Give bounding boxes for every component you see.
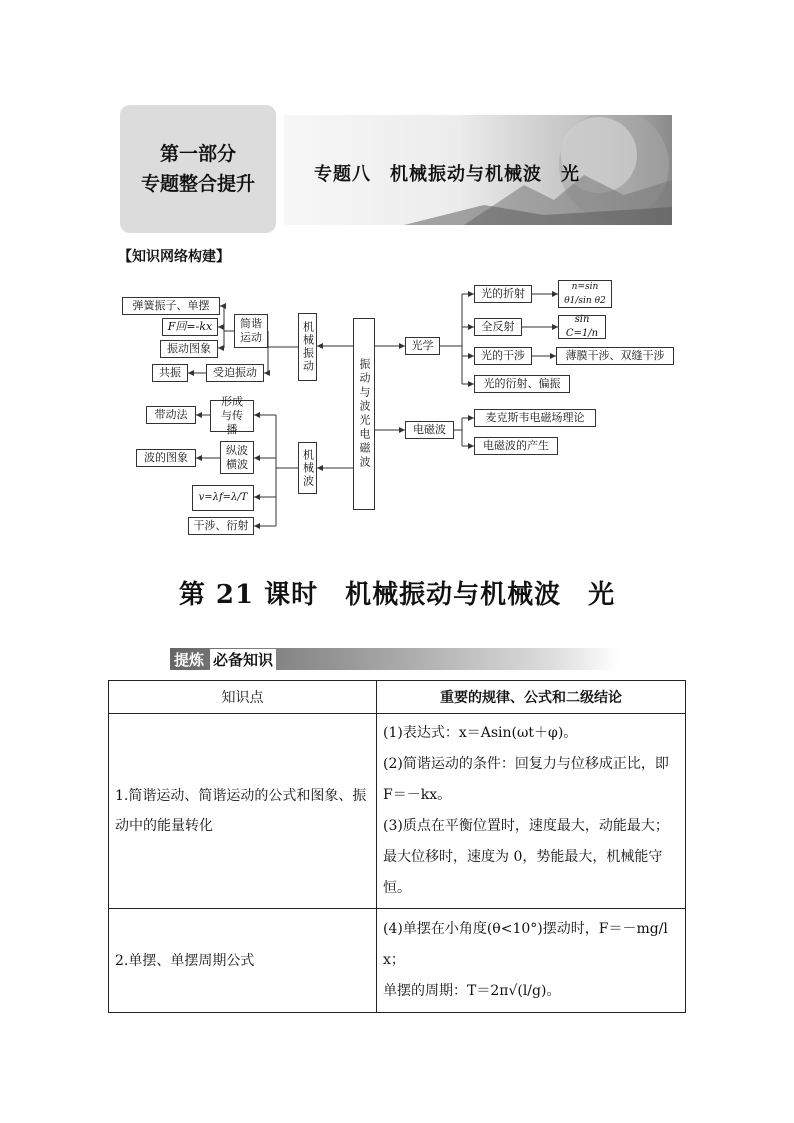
lesson-title: 第 21 课时 机械振动与机械波 光 [178, 580, 616, 610]
node-maxwell-label: 麦克斯韦电磁场理论 [485, 411, 585, 424]
branch-mech-vib-label: 机械振动 [301, 321, 315, 373]
node-diffr-polar [474, 375, 570, 393]
branch-optics-label: 光学 [411, 339, 434, 352]
rule-item: (1)表达式：x＝Asin(ωt＋φ)。 [383, 725, 578, 741]
node-refraction-formula [558, 280, 612, 308]
node-restoring-force-label: F回=-kx [167, 320, 213, 333]
node-shm-label: 简谐运动 [240, 317, 262, 344]
rule-item: (3)质点在平衡位置时，速度最大，动能最大；最大位移时，速度为 0，势能最大，机械能守恒。 [383, 818, 669, 896]
node-maxwell [474, 409, 596, 427]
node-total-reflection-formula [558, 315, 606, 339]
node-form-propagate [210, 395, 254, 436]
mindmap-center [353, 318, 375, 510]
rule-item: 单摆的周期：T＝2π√(l/g)。 [383, 983, 561, 999]
node-film-double-slit-label: 薄膜干涉、双缝干涉 [565, 349, 665, 362]
node-total-reflection [474, 318, 522, 336]
node-vib-graph-label: 振动图象 [167, 342, 211, 355]
node-refraction-formula-label: n=sin θ1/sin θ2 [564, 282, 606, 306]
branch-mech-wave-label: 机械波 [301, 448, 315, 488]
node-vib-graph [160, 340, 218, 358]
topic-title: 专题八 机械振动与机械波 光 [314, 164, 580, 185]
table-row [109, 909, 686, 1013]
node-spring-pendulum-label: 弹簧振子、单摆 [132, 299, 210, 312]
essentials-part2: 必备知识 [210, 649, 276, 670]
table-header-rules: 重要的规律、公式和二级结论 [377, 681, 686, 714]
node-film-double-slit [556, 347, 674, 365]
table-cell-rules [377, 909, 686, 1013]
rule-item: (4)单摆在小角度(θ<10°)摆动时，F＝－mg/l x； [383, 921, 668, 968]
node-interf-diffr-label: 干涉、衍射 [193, 519, 249, 532]
node-drive-method [146, 406, 196, 424]
node-total-reflection-label: 全反射 [481, 320, 515, 333]
node-resonance-label: 共振 [159, 366, 181, 379]
part-line2: 专题整合提升 [140, 173, 255, 195]
table-row [109, 714, 686, 909]
table-cell-topic: 2.单摆、单摆周期公式 [109, 909, 377, 1013]
section-label: 【知识网络构建】 [118, 249, 230, 265]
essentials-banner [170, 648, 620, 670]
node-interf-diffr [188, 517, 254, 535]
mindmap-center-label: 振动与波光电磁波 [358, 358, 371, 470]
branch-mech-wave [298, 442, 317, 494]
node-wave-graph-label: 波的图象 [144, 451, 188, 464]
mindmap-connectors [0, 0, 794, 560]
node-wave-graph [136, 449, 196, 467]
node-wave-speed [192, 485, 254, 511]
part-line1: 第一部分 [159, 143, 236, 165]
table-cell-topic: 1.简谐运动、简谐运动的公式和图象、振动中的能量转化 [109, 714, 377, 909]
node-long-trans [220, 441, 254, 474]
node-shm [234, 314, 268, 348]
node-diffr-polar-label: 光的衍射、偏振 [483, 377, 561, 390]
essentials-part1: 提炼 [174, 651, 205, 669]
table-header-topic: 知识点 [109, 681, 377, 714]
node-drive-method-label: 带动法 [154, 408, 188, 421]
node-forced-vib-label: 受迫振动 [213, 366, 257, 379]
node-long-trans-label: 纵波横波 [226, 443, 248, 471]
node-refraction [474, 285, 532, 303]
knowledge-table [108, 680, 686, 1013]
node-total-reflection-formula-label: sin C=1/n [565, 314, 599, 339]
table-cell-rules [377, 714, 686, 909]
node-resonance [152, 364, 188, 382]
node-form-propagate-label: 形成与传播 [221, 395, 243, 436]
node-spring-pendulum [122, 297, 220, 315]
node-wave-speed-label: v=λf=λ/T [198, 492, 248, 503]
rule-item: (2)简谐运动的条件：回复力与位移成正比，即 F＝－kx。 [383, 756, 669, 803]
node-em-generation-label: 电磁波的产生 [483, 439, 549, 452]
node-refraction-label: 光的折射 [481, 287, 525, 300]
node-forced-vib [206, 364, 264, 382]
node-em-generation [474, 437, 558, 455]
branch-em [405, 421, 454, 439]
branch-mech-vib [298, 313, 317, 381]
node-light-interference-label: 光的干涉 [481, 349, 525, 362]
branch-em-label: 电磁波 [413, 423, 446, 436]
node-light-interference [474, 347, 532, 365]
branch-optics [405, 337, 440, 355]
table-header-row [109, 681, 686, 714]
node-restoring-force [162, 318, 218, 336]
